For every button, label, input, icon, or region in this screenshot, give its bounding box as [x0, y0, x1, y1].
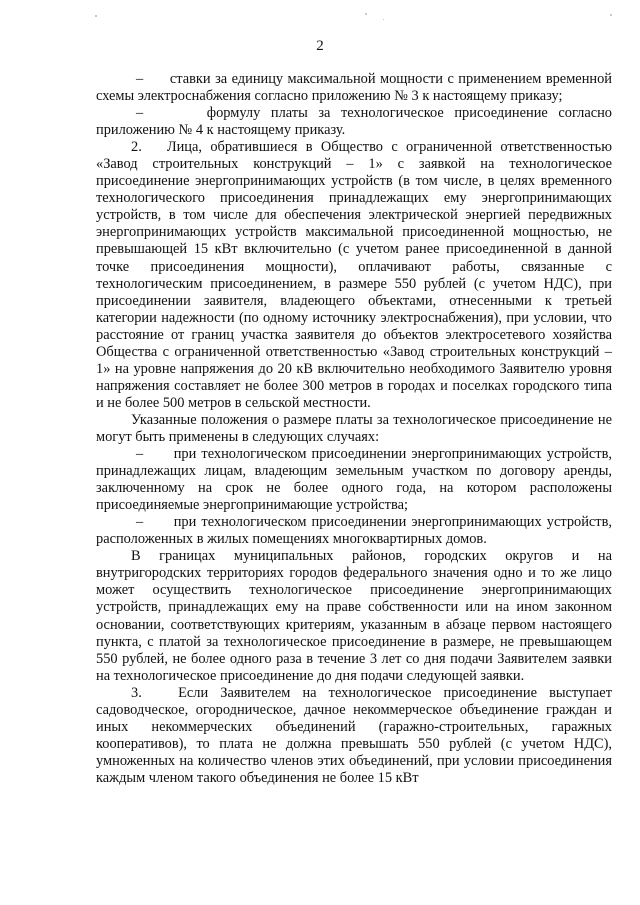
list-item: – при технологическом присоединении энергопринимающих устройств, принадлежащих лицам, владеющим земельным участком по договору аренды, заключенному на срок не более одного года, на котором расположены присоединяемые энергопринимающие устройства; — [96, 446, 612, 514]
scan-artifact — [610, 14, 612, 16]
scan-artifact — [365, 13, 367, 15]
list-item: – ставки за единицу максимальной мощности с применением временной схемы электроснабжения согласно приложению № 3 к настоящему приказу; — [96, 71, 612, 105]
page-number: 2 — [316, 38, 324, 54]
document-body — [96, 71, 612, 787]
scan-artifact — [383, 19, 384, 20]
list-item: – формулу платы за технологическое присоединение согласно приложению № 4 к настоящему приказу. — [96, 105, 612, 139]
paragraph: 2. Лица, обратившиеся в Общество с ограниченной ответственностью «Завод строительных конструкций – 1» с заявкой на технологическое присоединение энергопринимающих устройств (в том числе, в целях временного технологического присоединения принадлежащих ему энергопринимающих устройств, в том числе для обеспечения электрической энергией передвижных энергопринимающих устройств максимальной присоединенной мощностью, не превышающей 15 кВт включительно (с учетом ранее присоединенной в данной точке присоединения мощности), оплачивают работы, связанные с технологическим присоединением, в размере 550 рублей (с учетом НДС), при присоединении заявителя, владеющего объектами, отнесенными к третьей категории надежности (по одному источнику электроснабжения), при условии, что расстояние от границ участка заявителя до объектов электросетевого хозяйства Общества с ограниченной ответственностью «Завод строительных конструкций – 1» на уровне напряжения до 20 кВ включительно необходимого Заявителю уровня напряжения составляет не более 300 метров в городах и поселках городского типа и не более 500 метров в сельской местности. — [96, 139, 612, 411]
scan-artifact — [95, 15, 97, 17]
paragraph: В границах муниципальных районов, городских округов и на внутригородских территориях городов федерального значения одно и то же лицо может осуществить технологическое присоединение энергопринимающих устройств, принадлежащих ему на праве собственности или на ином законном основании, соответствующих критериям, указанным в абзаце первом настоящего пункта, с платой за технологическое присоединение в размере, не превышающем 550 рублей, не более одного раза в течение 3 лет со дня подачи Заявителем заявки на технологическое присоединение до дня подачи следующей заявки. — [96, 548, 612, 684]
paragraph: Указанные положения о размере платы за технологическое присоединение не могут быть применены в следующих случаях: — [96, 411, 612, 445]
paragraph: 3. Если Заявителем на технологическое присоединение выступает садоводческое, огородническое, дачное некоммерческое объединение граждан и иных некоммерческих объединений (гаражно-строительных, гаражных кооперативов), то плата не должна превышать 550 рублей (с учетом НДС), умноженных на количество членов этих объединений, при условии присоединения каждым членом такого объединения не более 15 кВт — [96, 684, 612, 786]
list-item: – при технологическом присоединении энергопринимающих устройств, расположенных в жилых помещениях многоквартирных домов. — [96, 514, 612, 548]
